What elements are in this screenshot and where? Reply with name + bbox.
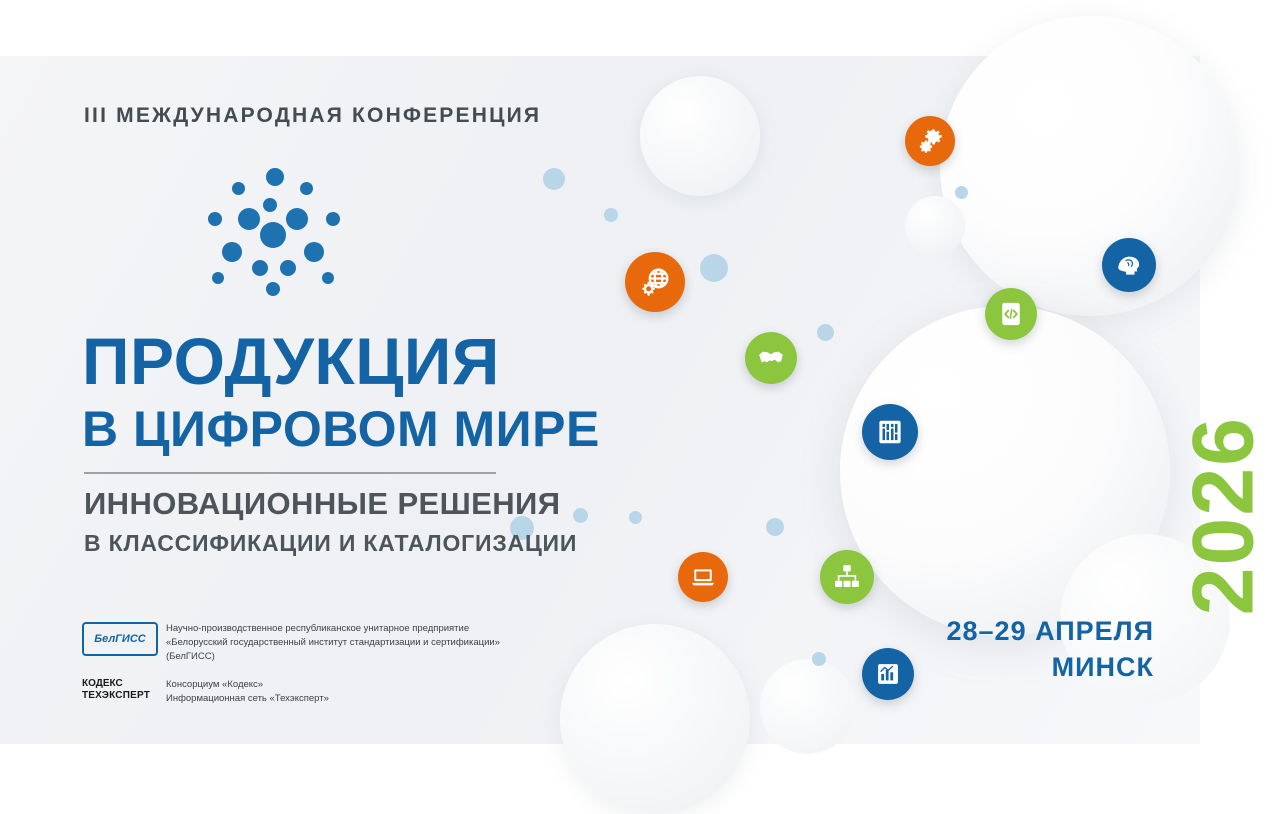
- code-document-icon: [985, 288, 1037, 340]
- brain-head-icon: [1102, 238, 1156, 292]
- decorative-circle: [905, 196, 965, 256]
- belgiss-logo-text: БелГИСС: [82, 622, 158, 656]
- conference-logomark: [208, 168, 348, 298]
- decorative-dot: [604, 208, 618, 222]
- globe-settings-icon: [625, 252, 685, 312]
- title-divider: [84, 472, 496, 474]
- poster-title-line1: ПРОДУКЦИЯ: [82, 324, 500, 398]
- decorative-circle: [940, 16, 1240, 316]
- decorative-circle: [640, 76, 760, 196]
- kodeks-logo-line2: ТЕХЭКСПЕРТ: [82, 689, 151, 701]
- poster-year: 2026: [1175, 416, 1271, 616]
- poster-date: 28–29 АПРЕЛЯ: [946, 616, 1154, 646]
- partner-belgiss: [82, 622, 500, 663]
- kodeks-line-2: Информационная сеть «Техэксперт»: [166, 692, 329, 704]
- belgiss-line-2: «Белорусский государственный институт стандартизации и сертификации»: [166, 636, 500, 648]
- handshake-icon: [745, 332, 797, 384]
- belgiss-logo: [82, 622, 166, 656]
- decorative-dot: [629, 511, 642, 524]
- conference-kicker: III МЕЖДУНАРОДНАЯ КОНФЕРЕНЦИЯ: [84, 104, 542, 127]
- decorative-dot: [812, 652, 826, 666]
- decorative-circle: [560, 624, 750, 814]
- poster-city: МИНСК: [1051, 652, 1154, 682]
- partner-kodeks: [82, 678, 329, 706]
- decorative-dot: [817, 324, 834, 341]
- gears-icon: [905, 116, 955, 166]
- poster-subtitle-line1: ИННОВАЦИОННЫЕ РЕШЕНИЯ: [84, 486, 561, 521]
- poster-subtitle-line2: В КЛАССИФИКАЦИИ И КАТАЛОГИЗАЦИИ: [84, 530, 578, 556]
- belgiss-description: [166, 622, 500, 663]
- decorative-dot: [955, 186, 968, 199]
- kodeks-logo-text: [82, 678, 166, 701]
- laptop-icon: [678, 552, 728, 602]
- belgiss-line-1: Научно-производственное республиканское унитарное предприятие: [166, 623, 470, 634]
- hierarchy-icon: [820, 550, 874, 604]
- conference-poster: [0, 56, 1271, 744]
- kodeks-line-1: Консорциум «Кодекс»: [166, 679, 264, 690]
- decorative-dot: [543, 168, 565, 190]
- decorative-circle: [760, 659, 855, 754]
- kodeks-description: [166, 678, 329, 706]
- decorative-dot: [700, 254, 728, 282]
- server-rack-icon: [862, 404, 918, 460]
- decorative-dot: [573, 508, 588, 523]
- decorative-dot: [766, 518, 784, 536]
- belgiss-line-3: (БелГИСС): [166, 650, 215, 662]
- kodeks-logo-line1: КОДЕКС: [82, 678, 123, 689]
- kodeks-logo: [82, 678, 166, 701]
- bar-chart-icon: [862, 648, 914, 700]
- poster-title-line2: В ЦИФРОВОМ МИРЕ: [82, 401, 600, 457]
